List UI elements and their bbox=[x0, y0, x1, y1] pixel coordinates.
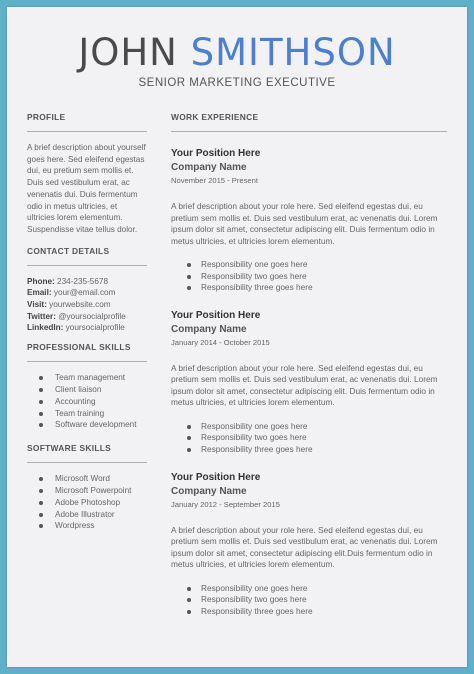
contact-email bbox=[27, 287, 147, 299]
job-position: Your Position Here bbox=[171, 471, 261, 483]
list-item: Adobe Illustrator bbox=[37, 509, 147, 521]
job-position: Your Position Here bbox=[171, 148, 261, 159]
job-company: Company Name bbox=[171, 485, 247, 497]
job-entry-1 bbox=[171, 148, 447, 294]
list-item: Responsibility three goes here bbox=[185, 282, 447, 294]
profile-text: A brief description about yourself goes here. Sed eleifend egestas dui, eu pretium sem mollis et. Duis sed vestibulum erat, ac venenatis dui. Duis fermentum odio in metus ultricies, et ultricies lorem elementum. Suspendisse vitae tellus dolor. bbox=[27, 143, 146, 234]
job-description: A brief description about your role here. Sed eleifend egestas dui, eu pretium sem mollis et. Duis sed vestibulum erat, ac venenatis dui. Lorem ipsum dolor sit amet, consectetur adipiscing elit. Duis fermentum odio in metus ultricies, et ultricies lorem elementum. bbox=[171, 362, 438, 408]
contact-phone bbox=[27, 276, 147, 288]
contact-value: 234-235-5678 bbox=[57, 276, 109, 286]
contact-value: yoursocialprofile bbox=[65, 323, 125, 333]
list-item: Responsibility three goes here bbox=[185, 606, 447, 618]
professional-skills-list bbox=[27, 372, 147, 431]
left-column bbox=[27, 112, 147, 544]
responsibility-list bbox=[171, 583, 447, 618]
list-item: Team training bbox=[37, 408, 147, 420]
list-item: Wordpress bbox=[37, 520, 147, 532]
job-title: SENIOR MARKETING EXECUTIVE bbox=[138, 77, 336, 89]
list-item: Adobe Photoshop bbox=[37, 497, 147, 509]
professional-skills-heading: PROFESSIONAL SKILLS bbox=[27, 342, 147, 362]
job-description: A brief description about your role here. Sed eleifend egestas dui, eu pretium sem mollis et. Duis sed vestibulum erat, ac venenatis dui. Lorem ipsum dolor sit amet, consectetur adipiscing elit.Duis fermentum odio in metus ultricies, et ultricies lorem elementum. bbox=[171, 524, 438, 570]
job-dates: November 2015 - Present bbox=[171, 176, 258, 185]
list-item: Microsoft Word bbox=[37, 473, 147, 485]
job-dates: January 2012 - September 2015 bbox=[171, 499, 280, 509]
contact-website bbox=[27, 299, 147, 311]
list-item: Responsibility two goes here bbox=[185, 271, 447, 283]
contact-heading: CONTACT DETAILS bbox=[27, 246, 147, 266]
profile-heading: PROFILE bbox=[27, 112, 147, 132]
work-experience-heading: WORK EXPERIENCE bbox=[171, 112, 447, 132]
job-company: Company Name bbox=[171, 162, 247, 173]
job-position: Your Position Here bbox=[171, 309, 261, 321]
software-skills-heading: SOFTWARE SKILLS bbox=[27, 443, 147, 463]
list-item: Responsibility two goes here bbox=[185, 432, 447, 444]
list-item: Responsibility one goes here bbox=[185, 259, 447, 271]
contact-label: Phone: bbox=[27, 276, 55, 286]
software-skills-list bbox=[27, 473, 147, 532]
contact-label: Visit: bbox=[27, 300, 47, 310]
responsibility-list bbox=[171, 259, 447, 294]
contact-twitter bbox=[27, 311, 147, 323]
resume-page bbox=[7, 7, 467, 667]
job-entry-3 bbox=[171, 472, 447, 618]
list-item: Responsibility three goes here bbox=[185, 444, 447, 456]
contact-linkedin bbox=[27, 322, 147, 334]
list-item: Responsibility one goes here bbox=[185, 583, 447, 595]
list-item: Microsoft Powerpoint bbox=[37, 485, 147, 497]
responsibility-list bbox=[171, 421, 447, 456]
list-item: Client liaison bbox=[37, 384, 147, 396]
contact-label: Email: bbox=[27, 288, 52, 298]
last-name: SMITHSON bbox=[190, 31, 396, 74]
list-item: Accounting bbox=[37, 396, 147, 408]
contact-value: @yoursocialprofile bbox=[58, 311, 126, 321]
contact-list bbox=[27, 276, 147, 335]
right-column bbox=[171, 112, 447, 617]
contact-value: your@email.com bbox=[53, 288, 116, 298]
list-item: Responsibility two goes here bbox=[185, 594, 447, 606]
first-name: JOHN bbox=[78, 31, 178, 74]
contact-value: yourwebsite.com bbox=[49, 300, 111, 310]
candidate-name bbox=[7, 31, 467, 74]
contact-label: LinkedIn: bbox=[27, 323, 64, 333]
job-company: Company Name bbox=[171, 323, 247, 335]
list-item: Team management bbox=[37, 372, 147, 384]
job-entry-2 bbox=[171, 310, 447, 456]
contact-label: Twitter: bbox=[27, 311, 56, 321]
list-item: Responsibility one goes here bbox=[185, 421, 447, 433]
job-description: A brief description about your role here. Sed eleifend egestas dui, eu pretium sem mollis et. Duis sed vestibulum erat, ac venenatis dui. Lorem ipsum dolor sit amet, consectetur adipiscing elit. Duis fermentum odio in metus ultricies, et ultricies lorem elementum. bbox=[171, 201, 438, 246]
list-item: Software development bbox=[37, 419, 147, 431]
job-dates: January 2014 - October 2015 bbox=[171, 337, 270, 347]
